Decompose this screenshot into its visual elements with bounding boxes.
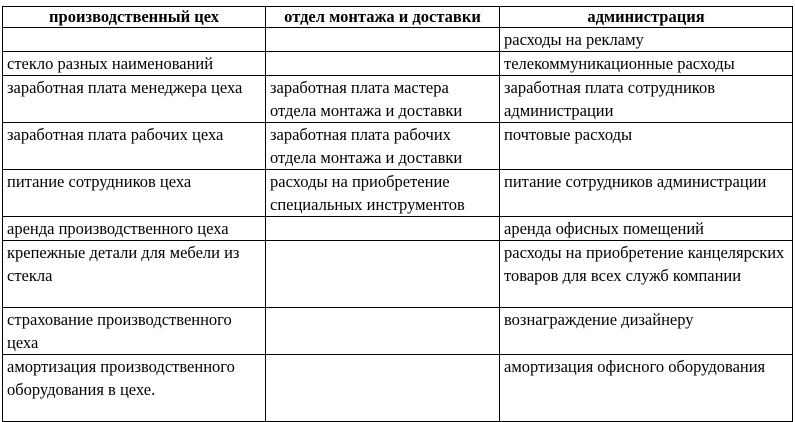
table-cell: заработная плата мастера отдела монтажа и доставки xyxy=(266,76,500,123)
table-cell: амортизация производственного оборудования в цехе. xyxy=(3,355,266,422)
table-cell xyxy=(266,217,500,241)
table-cell: расходы на рекламу xyxy=(500,28,793,52)
header-assembly-delivery: отдел монтажа и доставки xyxy=(266,7,500,28)
table-cell xyxy=(266,241,500,308)
table-row xyxy=(3,170,793,217)
table-cell xyxy=(266,52,500,76)
expense-table xyxy=(2,6,793,422)
table-cell: заработная плата менеджера цеха xyxy=(3,76,266,123)
table-cell: телекоммуникационные расходы xyxy=(500,52,793,76)
table-cell: питание сотрудников администрации xyxy=(500,170,793,217)
table-row xyxy=(3,241,793,308)
table-cell xyxy=(3,28,266,52)
table-cell xyxy=(266,28,500,52)
table-cell: стекло разных наименований xyxy=(3,52,266,76)
table-cell: аренда производственного цеха xyxy=(3,217,266,241)
header-administration: администрация xyxy=(500,7,793,28)
table-cell: питание сотрудников цеха xyxy=(3,170,266,217)
table-header-row xyxy=(3,7,793,28)
table-cell xyxy=(266,308,500,355)
table-row xyxy=(3,28,793,52)
table-cell: крепежные детали для мебели из стекла xyxy=(3,241,266,308)
table-cell: заработная плата рабочих отдела монтажа и доставки xyxy=(266,123,500,170)
table-row xyxy=(3,355,793,422)
table-cell xyxy=(266,355,500,422)
table-cell: заработная плата сотрудников администрации xyxy=(500,76,793,123)
table-cell: вознаграждение дизайнеру xyxy=(500,308,793,355)
table-cell: аренда офисных помещений xyxy=(500,217,793,241)
table-row xyxy=(3,76,793,123)
table-cell: расходы на приобретение специальных инструментов xyxy=(266,170,500,217)
table-cell: страхование производственного цеха xyxy=(3,308,266,355)
table-row xyxy=(3,52,793,76)
table-cell: почтовые расходы xyxy=(500,123,793,170)
table-row xyxy=(3,217,793,241)
table-row xyxy=(3,123,793,170)
table-cell: заработная плата рабочих цеха xyxy=(3,123,266,170)
table-cell: расходы на приобретение канцелярских товаров для всех служб компании xyxy=(500,241,793,308)
header-production-shop: производственный цех xyxy=(3,7,266,28)
table-row xyxy=(3,308,793,355)
table-cell: амортизация офисного оборудования xyxy=(500,355,793,422)
